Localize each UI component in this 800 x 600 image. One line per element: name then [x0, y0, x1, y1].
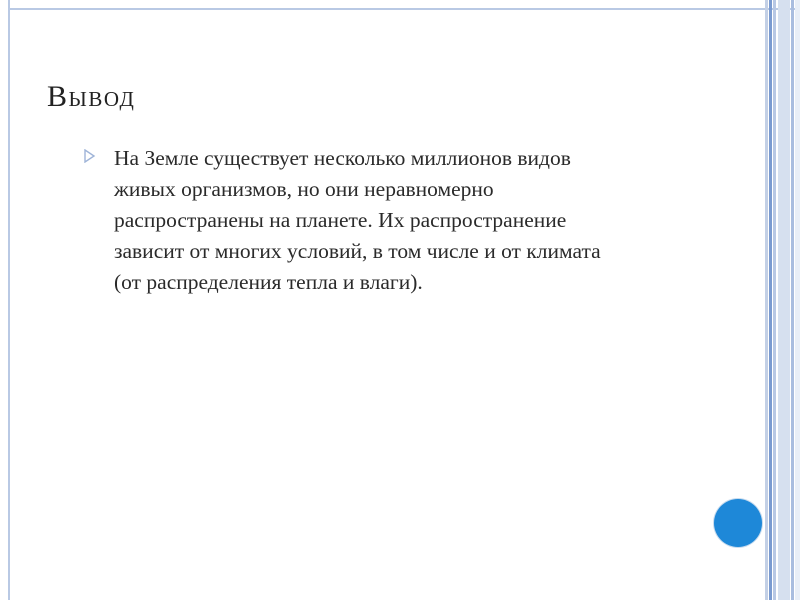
bullet-item	[84, 143, 744, 298]
frame-line-top	[8, 8, 800, 10]
arrow-bullet-icon	[84, 149, 102, 168]
decorative-stripe	[795, 0, 800, 600]
decorative-stripe	[773, 0, 776, 600]
bullet-line: зависит от многих условий, в том числе и от климата	[114, 239, 601, 263]
slide-content	[84, 143, 744, 298]
frame-line-left	[8, 0, 10, 600]
decorative-stripe	[769, 0, 772, 600]
bullet-line: живых организмов, но они неравномерно	[114, 177, 494, 201]
decorative-stripe	[791, 0, 794, 600]
decorative-stripe	[765, 0, 768, 600]
bullet-line: распространены на планете. Их распространение	[114, 208, 567, 232]
slide-title: Вывод	[47, 80, 136, 113]
bullet-line: На Земле существует несколько миллионов видов	[114, 146, 571, 170]
bullet-line: (от распределения тепла и влаги).	[114, 270, 423, 294]
bullet-text	[114, 143, 601, 298]
slide-nav-button[interactable]	[714, 499, 762, 547]
decorative-stripe	[778, 0, 790, 600]
